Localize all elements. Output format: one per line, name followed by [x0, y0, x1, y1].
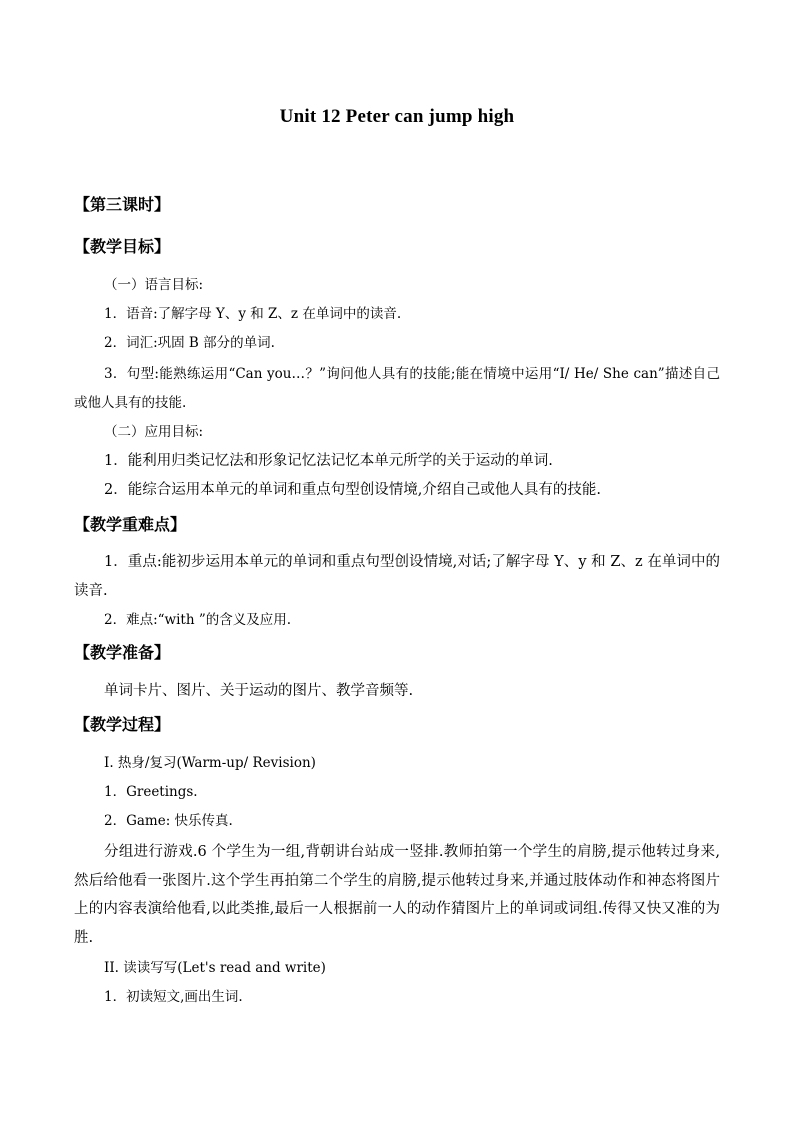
key-points-heading: 【教学重难点】	[74, 515, 187, 534]
objective-item-2: 2．词汇:巩固 B 部分的单词.	[104, 335, 275, 351]
objectives-heading: 【教学目标】	[74, 237, 171, 256]
game-description: 分组进行游戏.6 个学生为一组,背朝讲台站成一竖排.教师拍第一个学生的肩膀,提示他转过身来,然后给他看一张图片.这个学生再拍第二个学生的肩膀,提示他转过身来,并通过肢体动作和神态将图片上的内容表演给他看,以此类推,最后一人根据前一人的动作猜图片上的单词或词组.传得又快又准的为胜.	[74, 844, 720, 946]
process-step-2-item-1: 1．初读短文,画出生词.	[104, 989, 243, 1005]
process-step-1-greetings: 1．Greetings.	[104, 784, 198, 800]
document-title: Unit 12 Peter can jump high	[279, 106, 515, 127]
process-step-2: II. 读读写写(Let's read and write)	[104, 960, 326, 976]
key-point-item-1: 1．重点:能初步运用本单元的单词和重点句型创设情境,对话;了解字母 Y、y 和 Z、z 在单词中的读音.	[74, 554, 720, 599]
key-point-item-2: 2．难点:“with ”的含义及应用.	[104, 612, 292, 628]
objective-item-3: 3．句型:能熟练运用“Can you…？”询问他人具有的技能;能在情境中运用“I/ He/ She can”描述自己或他人具有的技能.	[74, 366, 720, 411]
preparation-text: 单词卡片、图片、关于运动的图片、教学音频等.	[104, 683, 414, 699]
process-heading: 【教学过程】	[74, 715, 171, 734]
lesson-heading: 【第三课时】	[74, 195, 171, 214]
objective-item-1: 1．语音:了解字母 Y、y 和 Z、z 在单词中的读音.	[104, 306, 402, 322]
preparation-heading: 【教学准备】	[74, 643, 171, 662]
application-item-2: 2．能综合运用本单元的单词和重点句型创设情境,介绍自己或他人具有的技能.	[104, 482, 601, 498]
application-goal-label: （二）应用目标:	[104, 424, 204, 440]
process-step-1-game: 2．Game: 快乐传真.	[104, 813, 233, 829]
language-goal-label: （一）语言目标:	[104, 277, 204, 293]
process-step-1: I. 热身/复习(Warm-up/ Revision)	[104, 755, 316, 771]
application-item-1: 1．能利用归类记忆法和形象记忆法记忆本单元所学的关于运动的单词.	[104, 453, 553, 469]
